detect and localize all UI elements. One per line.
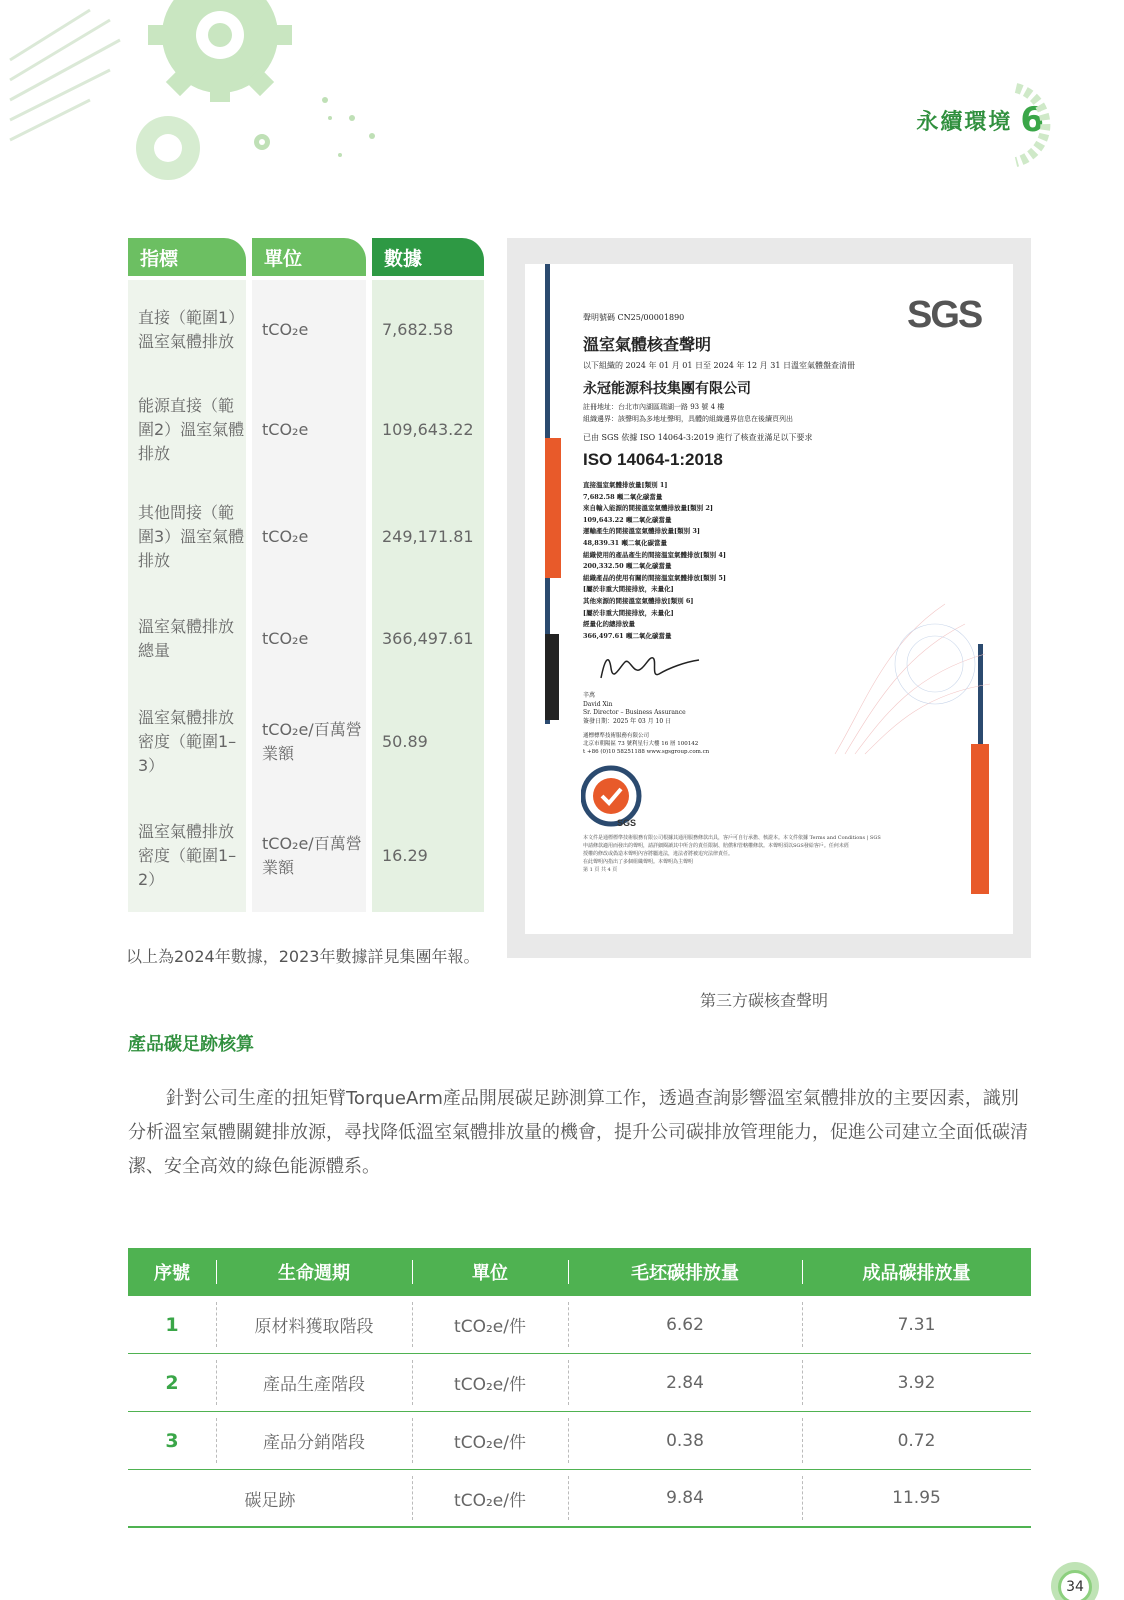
cert-line: 經量化的總排放量 bbox=[583, 620, 635, 629]
cert-line: 200,332.50 噸二氧化碳當量 bbox=[583, 562, 672, 571]
unit-cell: tCO₂e bbox=[262, 320, 309, 339]
indicator-cell: 溫室氣體排放密度（範圍1–3） bbox=[138, 708, 237, 775]
indicator-cell: 能源直接（範圍2）溫室氣體排放 bbox=[138, 396, 245, 463]
cert-org-block bbox=[583, 732, 709, 756]
indicator-cell: 其他間接（範圍3）溫室氣體排放 bbox=[138, 503, 245, 570]
row-raw: 2.84 bbox=[568, 1354, 802, 1411]
cert-fineprint-line: 在此聲明內指出了多個組織聲明。本聲明為主聲明 bbox=[583, 859, 694, 865]
table-row bbox=[128, 1412, 1031, 1470]
value-cell: 249,171.81 bbox=[382, 527, 474, 546]
svg-text:SGS: SGS bbox=[617, 818, 637, 828]
cert-line: 組織使用的產品產生的間接溫室氣體排放[類別 4] bbox=[583, 550, 726, 559]
total-raw: 9.84 bbox=[568, 1470, 802, 1526]
header-indicator: 指標 bbox=[128, 238, 246, 276]
total-finished: 11.95 bbox=[802, 1470, 1031, 1526]
value-cell: 7,682.58 bbox=[382, 320, 454, 339]
cert-line: 48,839.31 噸二氧化碳當量 bbox=[583, 538, 667, 547]
total-label: 碳足跡 bbox=[244, 1490, 296, 1511]
indicator-table-header bbox=[128, 238, 484, 276]
cert-fineprint-line: 授權的修改或偽造本聲明內容將屬違法，違法者將被追究法律責任。 bbox=[583, 851, 734, 857]
indicator-cell: 溫室氣體排放密度（範圍1–2） bbox=[138, 822, 237, 889]
certificate-frame bbox=[507, 238, 1031, 958]
certification-seal-icon bbox=[581, 764, 645, 828]
indicator-cell: 溫室氣體排放總量 bbox=[138, 617, 235, 660]
unit-cell: tCO₂e/百萬營業額 bbox=[262, 720, 362, 763]
header-unit: 單位 bbox=[252, 238, 366, 276]
row-stage: 產品分銷階段 bbox=[216, 1412, 412, 1469]
cert-watermark-icon bbox=[825, 584, 995, 764]
cert-line: 組織產品的使用有關的間接溫室氣體排放[類別 5] bbox=[583, 573, 726, 582]
unit-cell: tCO₂e bbox=[262, 420, 309, 439]
cert-signer-title: Sr. Director – Business Assurance bbox=[583, 709, 686, 716]
cert-line: 直接溫室氣體排放量[類別 1] bbox=[583, 481, 668, 489]
cert-line: 366,497.61 噸二氧化碳當量 bbox=[583, 631, 672, 640]
row-finished: 7.31 bbox=[802, 1296, 1031, 1353]
section-number: 6 bbox=[1020, 100, 1044, 140]
row-finished: 0.72 bbox=[802, 1412, 1031, 1469]
cert-fineprint bbox=[583, 834, 983, 874]
cert-org-addr: 北京市朝陽區 73 號利星行大樓 16 層 100142 bbox=[583, 741, 699, 747]
header-unit: 單位 bbox=[412, 1248, 568, 1296]
value-cell: 109,643.22 bbox=[382, 420, 474, 439]
cert-line: 其他來源的間接溫室氣體排放[類別 6] bbox=[583, 596, 694, 605]
cert-sign-date: 簽發日期：2025 年 03 月 10 日 bbox=[583, 717, 672, 725]
header-finished: 成品碳排放量 bbox=[802, 1248, 1031, 1296]
cert-org: 通標標準技術服務有限公司 bbox=[583, 733, 650, 739]
cert-period: 以下組織的 2024 年 01 月 01 日至 2024 年 12 月 31 日溫室氣體盤查清冊 bbox=[583, 361, 855, 370]
certificate-paper bbox=[525, 264, 1013, 934]
cert-address: 註冊地址：台北市內湖區瑞湖一路 93 號 4 樓 bbox=[583, 403, 725, 411]
cert-company: 永冠能源科技集團有限公司 bbox=[583, 381, 751, 397]
header-value: 數據 bbox=[372, 238, 484, 276]
unit-cell: tCO₂e bbox=[262, 527, 309, 546]
unit-cell: tCO₂e/百萬營業額 bbox=[262, 834, 362, 877]
header-gear-icon bbox=[1006, 82, 1070, 168]
cert-fineprint-line: 第 1 頁 共 4 頁 bbox=[583, 867, 618, 873]
row-raw: 0.38 bbox=[568, 1412, 802, 1469]
cert-lines bbox=[583, 480, 726, 642]
footprint-subtitle: 產品碳足跡核算 bbox=[128, 1034, 254, 1055]
indicator-cell: 直接（範圍1）溫室氣體排放 bbox=[138, 308, 245, 351]
footprint-paragraph: 針對公司生產的扭矩臂TorqueArm產品開展碳足跡測算工作，透過查詢影響溫室氣體排放的主要因素，識別分析溫室氣體關鍵排放源，尋找降低溫室氣體排放量的機會，提升公司碳排放管理能力，促進公司建立全面低碳清潔、安全高效的綠色能源體系。 bbox=[128, 1088, 1028, 1177]
footprint-table bbox=[128, 1248, 1031, 1528]
row-unit: tCO₂e/件 bbox=[412, 1354, 568, 1411]
total-unit: tCO₂e/件 bbox=[412, 1470, 568, 1526]
cert-signer-block bbox=[583, 692, 686, 726]
footprint-table-header bbox=[128, 1248, 1031, 1296]
signature-icon bbox=[595, 648, 705, 688]
row-seq: 3 bbox=[165, 1429, 179, 1452]
cert-signer-cn: 辛萬 bbox=[583, 692, 596, 699]
value-cell: 16.29 bbox=[382, 846, 428, 865]
cert-line: 運輸產生的間接溫室氣體排放量[類別 3] bbox=[583, 527, 700, 536]
cert-line: [屬於非重大間接排放，未量化] bbox=[583, 608, 674, 617]
cert-statement-no: 聲明號碼 CN25/00001890 bbox=[583, 313, 685, 322]
row-finished: 3.92 bbox=[802, 1354, 1031, 1411]
table-row bbox=[128, 1354, 1031, 1412]
cert-standard-intro: 已由 SGS 依據 ISO 14064-3:2019 進行了核查並滿足以下要求 bbox=[583, 433, 813, 442]
cert-line: 109,643.22 噸二氧化碳當量 bbox=[583, 515, 672, 524]
table-row bbox=[128, 1296, 1031, 1354]
table-note: 以上為2024年數據，2023年數據詳見集團年報。 bbox=[126, 947, 480, 966]
value-cell: 50.89 bbox=[382, 732, 428, 751]
header-raw: 毛坯碳排放量 bbox=[568, 1248, 802, 1296]
cert-title: 溫室氣體核查聲明 bbox=[583, 335, 712, 354]
row-seq: 1 bbox=[165, 1313, 179, 1336]
cert-line: 來自輸入能源的間接溫室氣體排放量[類別 2] bbox=[583, 504, 713, 513]
cert-signer-name: David Xin bbox=[583, 700, 613, 708]
table-total-row bbox=[128, 1470, 1031, 1528]
cert-fineprint-line: 申請條款適用而發出的聲明，請詳細閱讀其中所含的責任限制、賠償和管轄權條款。本聲明須以SGS發給客戶。任何未經 bbox=[583, 843, 849, 849]
cert-fineprint-line: 本文件是通標標準技術服務有限公司根據其通用服務條款出具，客戶可自行承擔、核證本。本文件依據 Terms and Conditions | SGS bbox=[583, 835, 881, 841]
gear-decoration-icon bbox=[0, 0, 400, 200]
header-seq: 序號 bbox=[154, 1263, 190, 1284]
section-title: 永續環境 bbox=[916, 109, 1013, 135]
row-unit: tCO₂e/件 bbox=[412, 1296, 568, 1353]
page-number: 34 bbox=[1058, 1570, 1092, 1600]
value-cell: 366,497.61 bbox=[382, 629, 474, 648]
row-seq: 2 bbox=[165, 1371, 179, 1394]
row-unit: tCO₂e/件 bbox=[412, 1412, 568, 1469]
header-stage: 生命週期 bbox=[216, 1248, 412, 1296]
row-stage: 原材料獲取階段 bbox=[216, 1296, 412, 1353]
cert-line: 7,682.58 噸二氧化碳當量 bbox=[583, 492, 663, 501]
indicator-table bbox=[128, 238, 484, 912]
cert-boundary: 組織邊界：該聲明為多地址聲明，具體的組織邊界信息在後續頁列出 bbox=[583, 415, 793, 423]
cert-org-tel: t +86 (0)10 58251188 www.sgsgroup.com.cn bbox=[583, 749, 710, 755]
unit-cell: tCO₂e bbox=[262, 629, 309, 648]
sgs-logo: SGS bbox=[907, 294, 982, 336]
cert-line: [屬於非重大間接排放，未量化] bbox=[583, 585, 674, 594]
row-raw: 6.62 bbox=[568, 1296, 802, 1353]
row-stage: 產品生產階段 bbox=[216, 1354, 412, 1411]
cert-standard: ISO 14064-1:2018 bbox=[583, 450, 723, 469]
certificate-caption: 第三方碳核查聲明 bbox=[700, 991, 829, 1010]
